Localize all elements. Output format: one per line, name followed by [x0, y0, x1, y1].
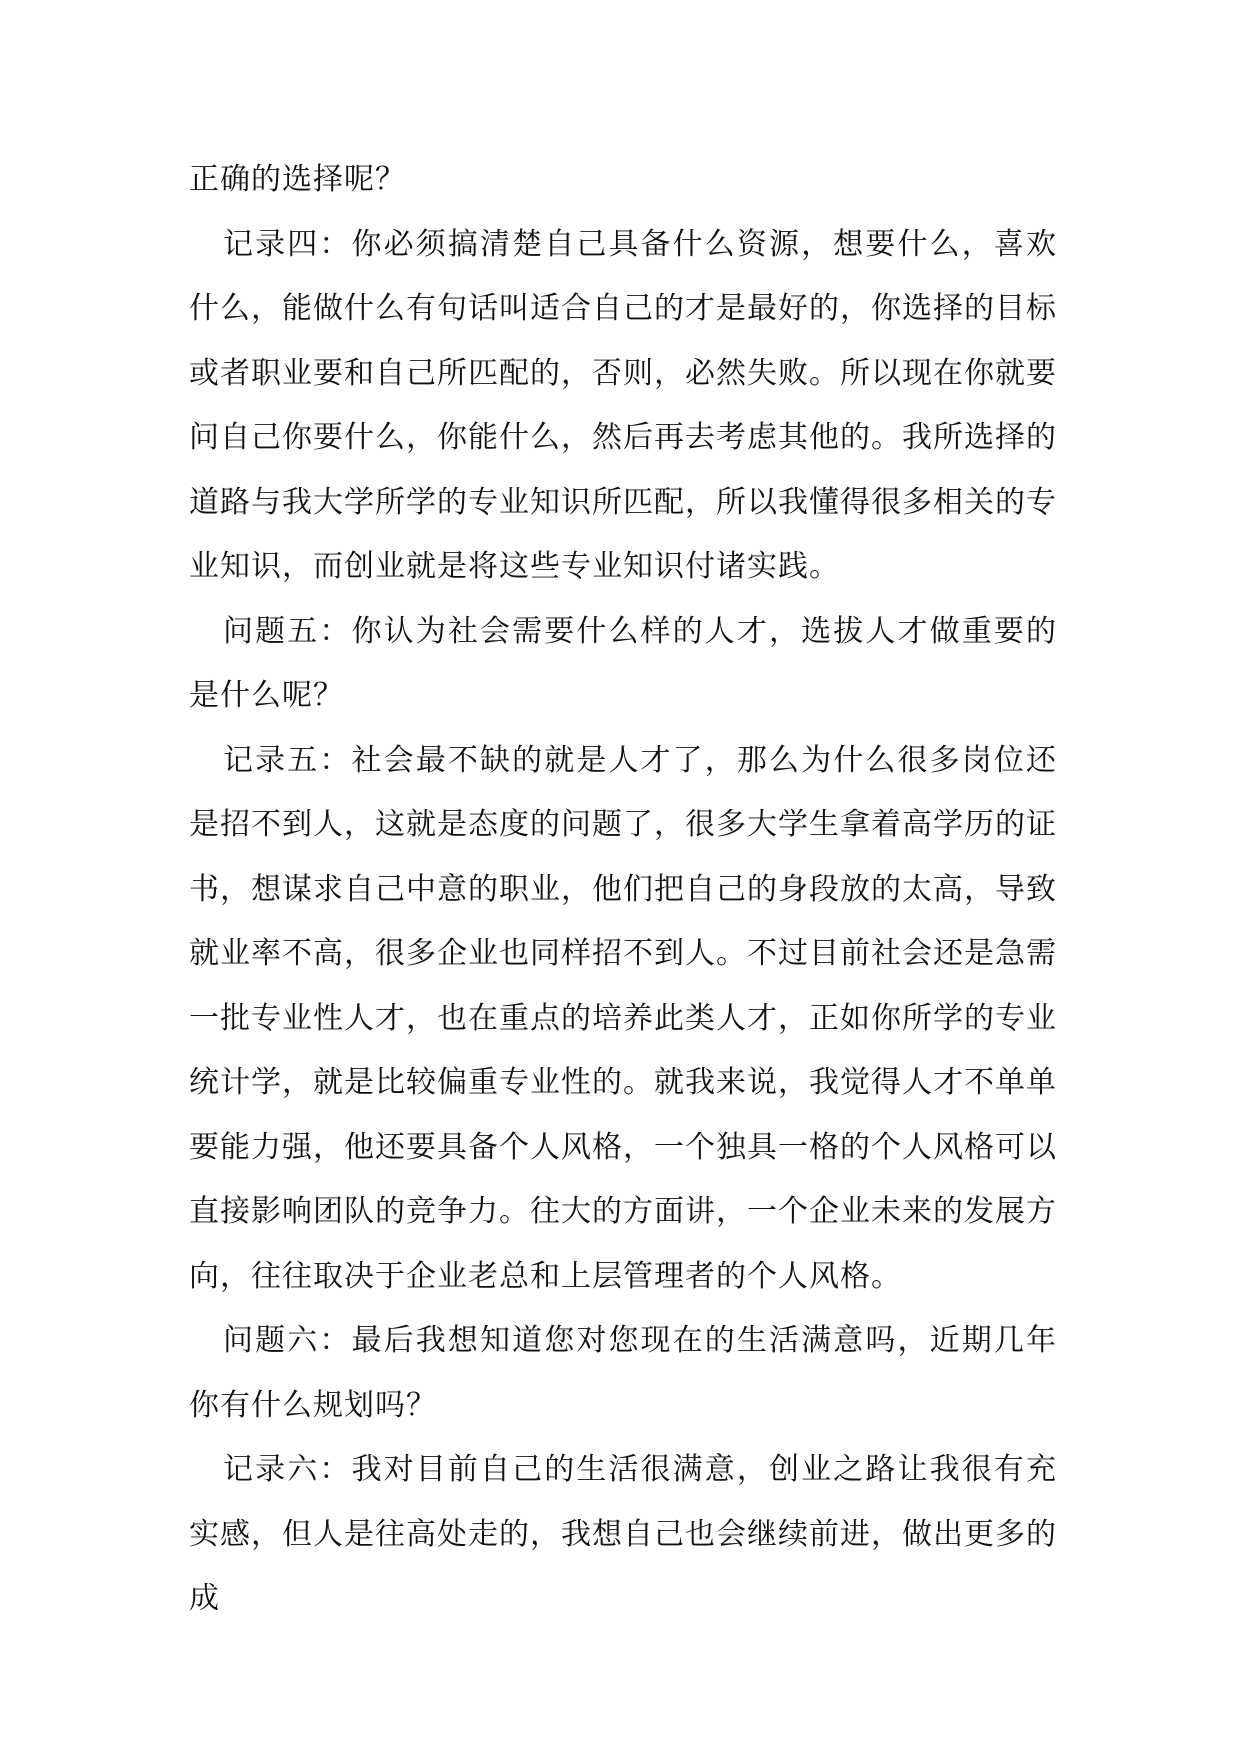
paragraph-question-5: 问题五：你认为社会需要什么样的人才，选拔人才做重要的是什么呢？: [189, 613, 1057, 713]
document-body: [189, 148, 1057, 1632]
paragraph-question-6: 问题六：最后我想知道您对您现在的生活满意吗，近期几年你有什么规划吗？: [189, 1323, 1057, 1423]
paragraph-continuation: 正确的选择呢？: [189, 162, 406, 197]
paragraph-record-5: 记录五：社会最不缺的就是人才了，那么为什么很多岗位还是招不到人，这就是态度的问题了，很多大学生拿着高学历的证书，想谋求自己中意的职业，他们把自己的身段放的太高，导致就业率不高，很多企业也同样招不到人。不过目前社会还是急需一批专业性人才，也在重点的培养此类人才，正如你所学的专业统计学，就是比较偏重专业性的。就我来说，我觉得人才不单单要能力强，他还要具备个人风格，一个独具一格的个人风格可以直接影响团队的竞争力。往大的方面讲，一个企业未来的发展方向，往往取决于企业老总和上层管理者的个人风格。: [189, 742, 1057, 1294]
paragraph-record-4: 记录四：你必须搞清楚自己具备什么资源，想要什么，喜欢什么，能做什么有句话叫适合自己的才是最好的，你选择的目标或者职业要和自己所匹配的，否则，必然失败。所以现在你就要问自己你要什么，你能什么，然后再去考虑其他的。我所选择的道路与我大学所学的专业知识所匹配，所以我懂得很多相关的专业知识，而创业就是将这些专业知识付诸实践。: [189, 226, 1057, 584]
paragraph-record-6: 记录六：我对目前自己的生活很满意，创业之路让我很有充实感，但人是往高处走的，我想自己也会继续前进，做出更多的成: [189, 1452, 1057, 1616]
